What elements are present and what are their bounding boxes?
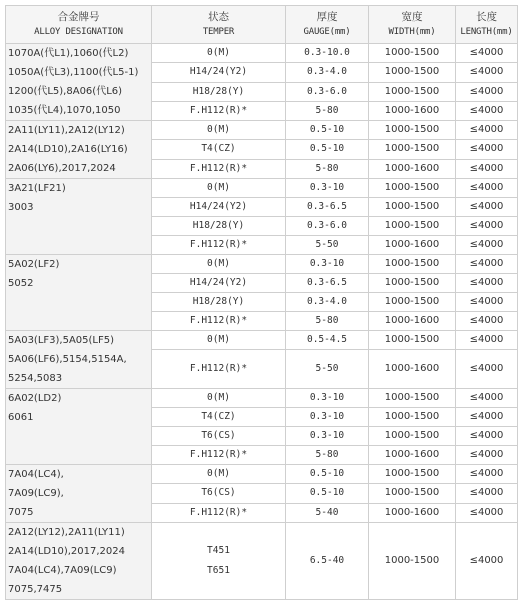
header-temper: 状态 TEMPER bbox=[152, 6, 286, 44]
alloy-line: 7A04(LC4), bbox=[8, 469, 64, 480]
gauge-cell: 0.3-4.0 bbox=[286, 293, 369, 312]
width-cell: 1000-1500 bbox=[369, 82, 456, 101]
table-row bbox=[6, 523, 518, 600]
temper-cell: H14/24(Y2) bbox=[152, 274, 286, 293]
gauge-cell: 5-80 bbox=[286, 159, 369, 178]
header-gauge: 厚度 GAUGE(mm) bbox=[286, 6, 369, 44]
length-cell: ≤4000 bbox=[456, 427, 518, 446]
alloy-line: 7A09(LC9), bbox=[8, 488, 64, 499]
alloy-line: 1200(代L5),8A06(代L6) bbox=[8, 86, 123, 97]
length-cell: ≤4000 bbox=[456, 159, 518, 178]
alloy-line: 7A04(LC4),7A09(LC9) bbox=[8, 565, 117, 576]
gauge-cell: 5-50 bbox=[286, 236, 369, 255]
alloy-line: 2A06(LY6),2017,2024 bbox=[8, 163, 116, 174]
gauge-cell: 5-80 bbox=[286, 101, 369, 120]
alloy-line: 6A02(LD2) bbox=[8, 393, 62, 404]
temper-cell: 0(M) bbox=[152, 44, 286, 63]
gauge-cell: 0.5-10 bbox=[286, 140, 369, 159]
alloy-line: 6061 bbox=[8, 412, 34, 423]
length-cell: ≤4000 bbox=[456, 484, 518, 503]
temper-cell: H18/28(Y) bbox=[152, 293, 286, 312]
width-cell: 1000-1600 bbox=[369, 236, 456, 255]
gauge-cell: 5-80 bbox=[286, 446, 369, 465]
temper-cell: T6(CS) bbox=[152, 484, 286, 503]
width-cell: 1000-1500 bbox=[369, 217, 456, 236]
gauge-cell: 0.5-10 bbox=[286, 484, 369, 503]
temper-cell-line: T451 bbox=[207, 545, 230, 556]
length-cell: ≤4000 bbox=[456, 198, 518, 217]
length-cell: ≤4000 bbox=[456, 82, 518, 101]
temper-cell: F.H112(R)* bbox=[152, 503, 286, 522]
temper-cell: 0(M) bbox=[152, 179, 286, 198]
width-cell: 1000-1600 bbox=[369, 159, 456, 178]
temper-cell: H14/24(Y2) bbox=[152, 198, 286, 217]
length-cell: ≤4000 bbox=[456, 446, 518, 465]
gauge-cell: 0.3-10.0 bbox=[286, 44, 369, 63]
alloy-designation-cell bbox=[6, 465, 152, 523]
gauge-cell: 0.5-10 bbox=[286, 121, 369, 140]
width-cell: 1000-1500 bbox=[369, 293, 456, 312]
temper-cell-line: T651 bbox=[207, 565, 230, 576]
width-cell: 1000-1500 bbox=[369, 44, 456, 63]
width-cell: 1000-1500 bbox=[369, 484, 456, 503]
temper-cell bbox=[152, 523, 286, 600]
width-cell: 1000-1600 bbox=[369, 312, 456, 331]
width-cell: 1000-1600 bbox=[369, 503, 456, 522]
alloy-designation-cell bbox=[6, 179, 152, 255]
gauge-cell: 0.3-6.0 bbox=[286, 82, 369, 101]
alloy-line: 1070A(代L1),1060(代L2) bbox=[8, 48, 129, 59]
table-row bbox=[6, 255, 518, 274]
alloy-line: 1050A(代L3),1100(代L5-1) bbox=[8, 67, 139, 78]
width-cell: 1000-1500 bbox=[369, 523, 456, 600]
width-cell: 1000-1600 bbox=[369, 446, 456, 465]
alloy-line: 5052 bbox=[8, 278, 34, 289]
alloy-line: 3003 bbox=[8, 202, 34, 213]
table-row bbox=[6, 44, 518, 63]
table-row bbox=[6, 121, 518, 140]
length-cell: ≤4000 bbox=[456, 101, 518, 120]
alloy-line: 7075,7475 bbox=[8, 584, 63, 595]
temper-cell: F.H112(R)* bbox=[152, 159, 286, 178]
temper-cell: F.H112(R)* bbox=[152, 101, 286, 120]
gauge-cell: 5-40 bbox=[286, 503, 369, 522]
gauge-cell: 5-80 bbox=[286, 312, 369, 331]
length-cell: ≤4000 bbox=[456, 389, 518, 408]
temper-cell: H18/28(Y) bbox=[152, 217, 286, 236]
length-cell: ≤4000 bbox=[456, 523, 518, 600]
length-cell: ≤4000 bbox=[456, 293, 518, 312]
temper-cell: T6(CS) bbox=[152, 427, 286, 446]
header-alloy: 合金牌号 ALLOY DESIGNATION bbox=[6, 6, 152, 44]
gauge-cell: 5-50 bbox=[286, 350, 369, 389]
length-cell: ≤4000 bbox=[456, 274, 518, 293]
width-cell: 1000-1500 bbox=[369, 121, 456, 140]
length-cell: ≤4000 bbox=[456, 121, 518, 140]
alloy-line: 2A14(LD10),2017,2024 bbox=[8, 546, 125, 557]
gauge-cell: 0.3-10 bbox=[286, 408, 369, 427]
temper-cell: 0(M) bbox=[152, 465, 286, 484]
temper-cell: H18/28(Y) bbox=[152, 82, 286, 101]
alloy-line: 5A02(LF2) bbox=[8, 259, 60, 270]
alloy-designation-cell bbox=[6, 331, 152, 389]
width-cell: 1000-1500 bbox=[369, 408, 456, 427]
gauge-cell: 0.3-10 bbox=[286, 427, 369, 446]
length-cell: ≤4000 bbox=[456, 140, 518, 159]
gauge-cell: 6.5-40 bbox=[286, 523, 369, 600]
alloy-designation-cell bbox=[6, 121, 152, 179]
temper-cell: F.H112(R)* bbox=[152, 236, 286, 255]
width-cell: 1000-1500 bbox=[369, 198, 456, 217]
length-cell: ≤4000 bbox=[456, 179, 518, 198]
alloy-designation-cell bbox=[6, 389, 152, 465]
header-length: 长度 LENGTH(mm) bbox=[456, 6, 518, 44]
alloy-designation-cell bbox=[6, 523, 152, 600]
width-cell: 1000-1500 bbox=[369, 427, 456, 446]
header-row bbox=[6, 6, 518, 44]
temper-cell: H14/24(Y2) bbox=[152, 63, 286, 82]
gauge-cell: 0.5-4.5 bbox=[286, 331, 369, 350]
temper-cell: 0(M) bbox=[152, 331, 286, 350]
length-cell: ≤4000 bbox=[456, 236, 518, 255]
temper-cell: F.H112(R)* bbox=[152, 350, 286, 389]
alloy-designation-cell bbox=[6, 44, 152, 121]
temper-cell: F.H112(R)* bbox=[152, 312, 286, 331]
alloy-line: 3A21(LF21) bbox=[8, 183, 66, 194]
length-cell: ≤4000 bbox=[456, 465, 518, 484]
alloy-line: 2A14(LD10),2A16(LY16) bbox=[8, 144, 128, 155]
width-cell: 1000-1500 bbox=[369, 389, 456, 408]
temper-cell: 0(M) bbox=[152, 389, 286, 408]
table-row bbox=[6, 179, 518, 198]
length-cell: ≤4000 bbox=[456, 44, 518, 63]
length-cell: ≤4000 bbox=[456, 63, 518, 82]
gauge-cell: 0.3-4.0 bbox=[286, 63, 369, 82]
temper-cell: 0(M) bbox=[152, 121, 286, 140]
alloy-line: 1035(代L4),1070,1050 bbox=[8, 105, 121, 116]
length-cell: ≤4000 bbox=[456, 350, 518, 389]
length-cell: ≤4000 bbox=[456, 331, 518, 350]
length-cell: ≤4000 bbox=[456, 312, 518, 331]
gauge-cell: 0.3-10 bbox=[286, 389, 369, 408]
alloy-line: 2A12(LY12),2A11(LY11) bbox=[8, 527, 125, 538]
length-cell: ≤4000 bbox=[456, 217, 518, 236]
length-cell: ≤4000 bbox=[456, 408, 518, 427]
width-cell: 1000-1600 bbox=[369, 350, 456, 389]
table-row bbox=[6, 389, 518, 408]
temper-cell: F.H112(R)* bbox=[152, 446, 286, 465]
gauge-cell: 0.5-10 bbox=[286, 465, 369, 484]
length-cell: ≤4000 bbox=[456, 503, 518, 522]
gauge-cell: 0.3-10 bbox=[286, 255, 369, 274]
header-width: 宽度 WIDTH(mm) bbox=[369, 6, 456, 44]
alloy-line: 5254,5083 bbox=[8, 373, 63, 384]
table-row bbox=[6, 465, 518, 484]
alloy-line: 5A03(LF3),5A05(LF5) bbox=[8, 335, 115, 346]
alloy-spec-table bbox=[5, 5, 518, 600]
width-cell: 1000-1500 bbox=[369, 274, 456, 293]
width-cell: 1000-1500 bbox=[369, 255, 456, 274]
temper-cell: 0(M) bbox=[152, 255, 286, 274]
alloy-line: 5A06(LF6),5154,5154A, bbox=[8, 354, 127, 365]
alloy-line: 7075 bbox=[8, 507, 34, 518]
width-cell: 1000-1500 bbox=[369, 140, 456, 159]
gauge-cell: 0.3-6.5 bbox=[286, 274, 369, 293]
temper-cell: T4(CZ) bbox=[152, 140, 286, 159]
table-row bbox=[6, 331, 518, 350]
width-cell: 1000-1600 bbox=[369, 101, 456, 120]
gauge-cell: 0.3-6.5 bbox=[286, 198, 369, 217]
width-cell: 1000-1500 bbox=[369, 465, 456, 484]
alloy-designation-cell bbox=[6, 255, 152, 331]
alloy-line: 2A11(LY11),2A12(LY12) bbox=[8, 125, 125, 136]
width-cell: 1000-1500 bbox=[369, 331, 456, 350]
table-body bbox=[6, 44, 518, 600]
gauge-cell: 0.3-10 bbox=[286, 179, 369, 198]
width-cell: 1000-1500 bbox=[369, 179, 456, 198]
temper-cell: T4(CZ) bbox=[152, 408, 286, 427]
width-cell: 1000-1500 bbox=[369, 63, 456, 82]
gauge-cell: 0.3-6.0 bbox=[286, 217, 369, 236]
length-cell: ≤4000 bbox=[456, 255, 518, 274]
